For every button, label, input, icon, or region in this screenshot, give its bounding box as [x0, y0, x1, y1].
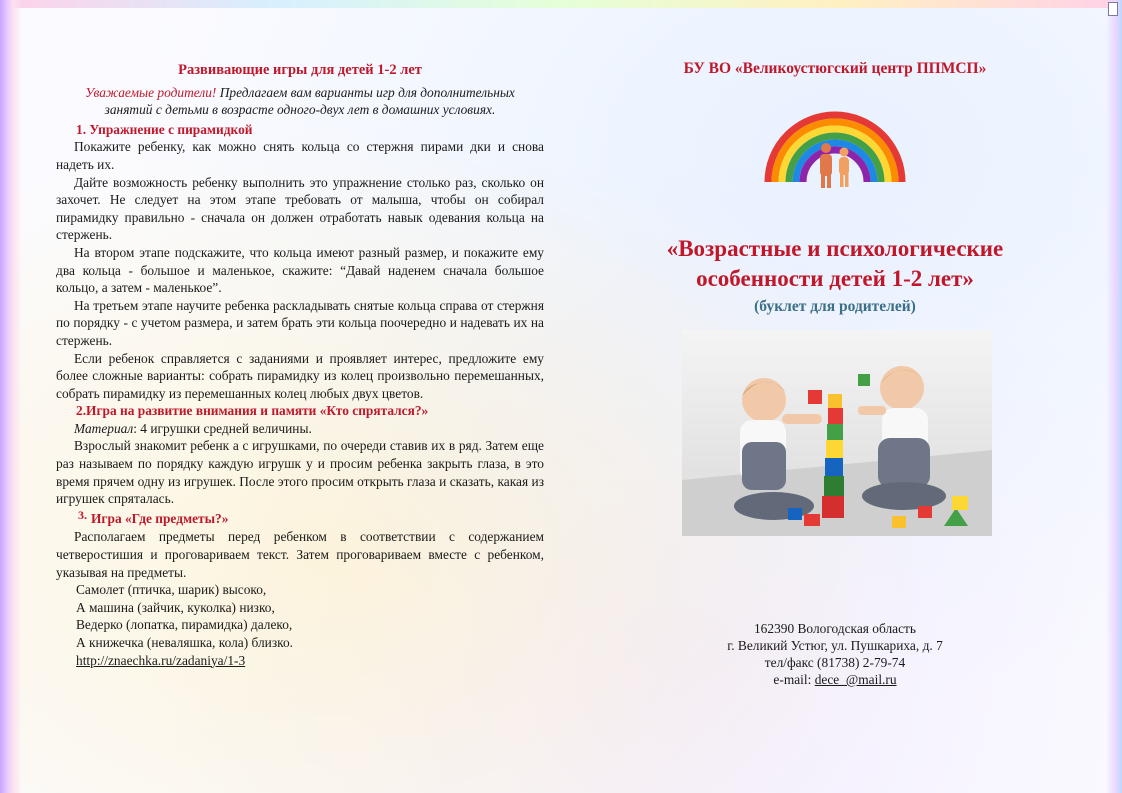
children-playing-photo — [682, 330, 992, 536]
organization-name: БУ ВО «Великоустюгский центр ППМСП» — [683, 60, 987, 77]
section-1-title: 1. Упражнение с пирамидкой — [76, 121, 253, 137]
left-rainbow-border — [0, 0, 22, 793]
email-line — [600, 671, 1070, 688]
right-column — [600, 60, 1070, 536]
rainbow-family-logo — [760, 104, 910, 196]
source-link[interactable]: http://znaechka.ru/zadaniya/1-3 — [76, 652, 246, 668]
poem-line: Самолет (птичка, шарик) высоко, — [76, 582, 267, 598]
intro-text — [84, 84, 516, 119]
intro-rest: Предлагаем вам варианты игр для дополнительных занятий с детьми в возрасте одного-двух лет в домашних условиях. — [104, 84, 515, 118]
poem-line: Ведерко (лопатка, пирамидка) далеко, — [76, 617, 293, 633]
section-1-paragraph: Дайте возможность ребенку выполнить это упражнение столько раз, сколько он захочет. Не следует на этом этапе требовать от малыша, чтобы он собирал пирамидку правильно - сначала он должен отработать навык одевания кольца на стержень. — [56, 174, 544, 243]
contact-block — [600, 620, 1070, 688]
address-line-1: 162390 Вологодская область — [753, 621, 917, 636]
section-3-title-text: Игра «Где предметы?» — [91, 510, 229, 526]
email-link[interactable]: dece_@mail.ru — [814, 672, 897, 687]
booklet-title-line2: особенности детей 1-2 лет» — [696, 266, 974, 291]
section-2-title: 2.Игра на развитие внимания и памяти «Кто спрятался?» — [76, 403, 429, 419]
poem-line: А машина (зайчик, куколка) низко, — [76, 599, 275, 615]
section-1-paragraph: На третьем этапе научите ребенка раскладывать снятые кольца справа от стержня по порядку - с учетом размера, и затем брать эти кольца поочередно и надевать их на стержень. — [56, 297, 544, 348]
booklet-subtitle: (буклет для родителей) — [754, 298, 916, 315]
left-column — [56, 62, 544, 669]
section-1-paragraph: Если ребенок справляется с заданиями и проявляет интерес, предложите ему более сложные варианты: собрать пирамидку из колец произвольно перемешанных, собрать пирамидку из перемешанных колец любых двух цветов. — [56, 350, 544, 401]
games-title: Развивающие игры для детей 1-2 лет — [178, 62, 422, 78]
material-text: : 4 игрушки средней величины. — [133, 420, 312, 436]
section-3-title — [56, 507, 544, 529]
material-label: Материал — [74, 420, 134, 436]
poem-line: А книжечка (неваляшка, кола) близко. — [76, 635, 294, 650]
phone-line: тел/факс (81738) 2-79-74 — [764, 655, 906, 670]
section-3-number: 3. — [78, 507, 87, 522]
section-2-material — [56, 420, 544, 438]
top-rainbow-border — [0, 0, 1122, 8]
email-label: e-mail: — [773, 672, 815, 687]
intro-lead: Уважаемые родители! — [85, 84, 217, 100]
section-2-paragraph: Взрослый знакомит ребенк а с игрушками, по очереди ставив их в ряд. Затем еще раз называем по порядку каждую игрушк у и просим ребенка закрыть глаза, в это время прячем одну из игрушек. После этого просим открыть глаза и сказать, какая из игрушек спряталась. — [56, 438, 544, 507]
address-line-2: г. Великий Устюг, ул. Пушкариха, д. 7 — [727, 638, 943, 653]
booklet-title-line1: «Возрастные и психологические — [666, 236, 1004, 261]
right-rainbow-border — [1106, 0, 1122, 793]
section-1-paragraph: Покажите ребенку, как можно снять кольца со стержня пирами дки и снова надеть их. — [56, 139, 544, 172]
section-3-paragraph: Располагаем предметы перед ребенком в соответствии с содержанием четверостишия и проговариваем текст. Затем проговариваем вместе с ребенком, указывая на предметы. — [56, 529, 544, 580]
page-corner-icon — [1108, 2, 1118, 16]
booklet-title — [600, 234, 1070, 294]
section-1-paragraph: На втором этапе подскажите, что кольца имеют разный размер, и покажите ему два кольца - большое и маленькое, скажите: “Давай наденем сначала большое кольцо, а затем - маленькое”. — [56, 244, 544, 296]
